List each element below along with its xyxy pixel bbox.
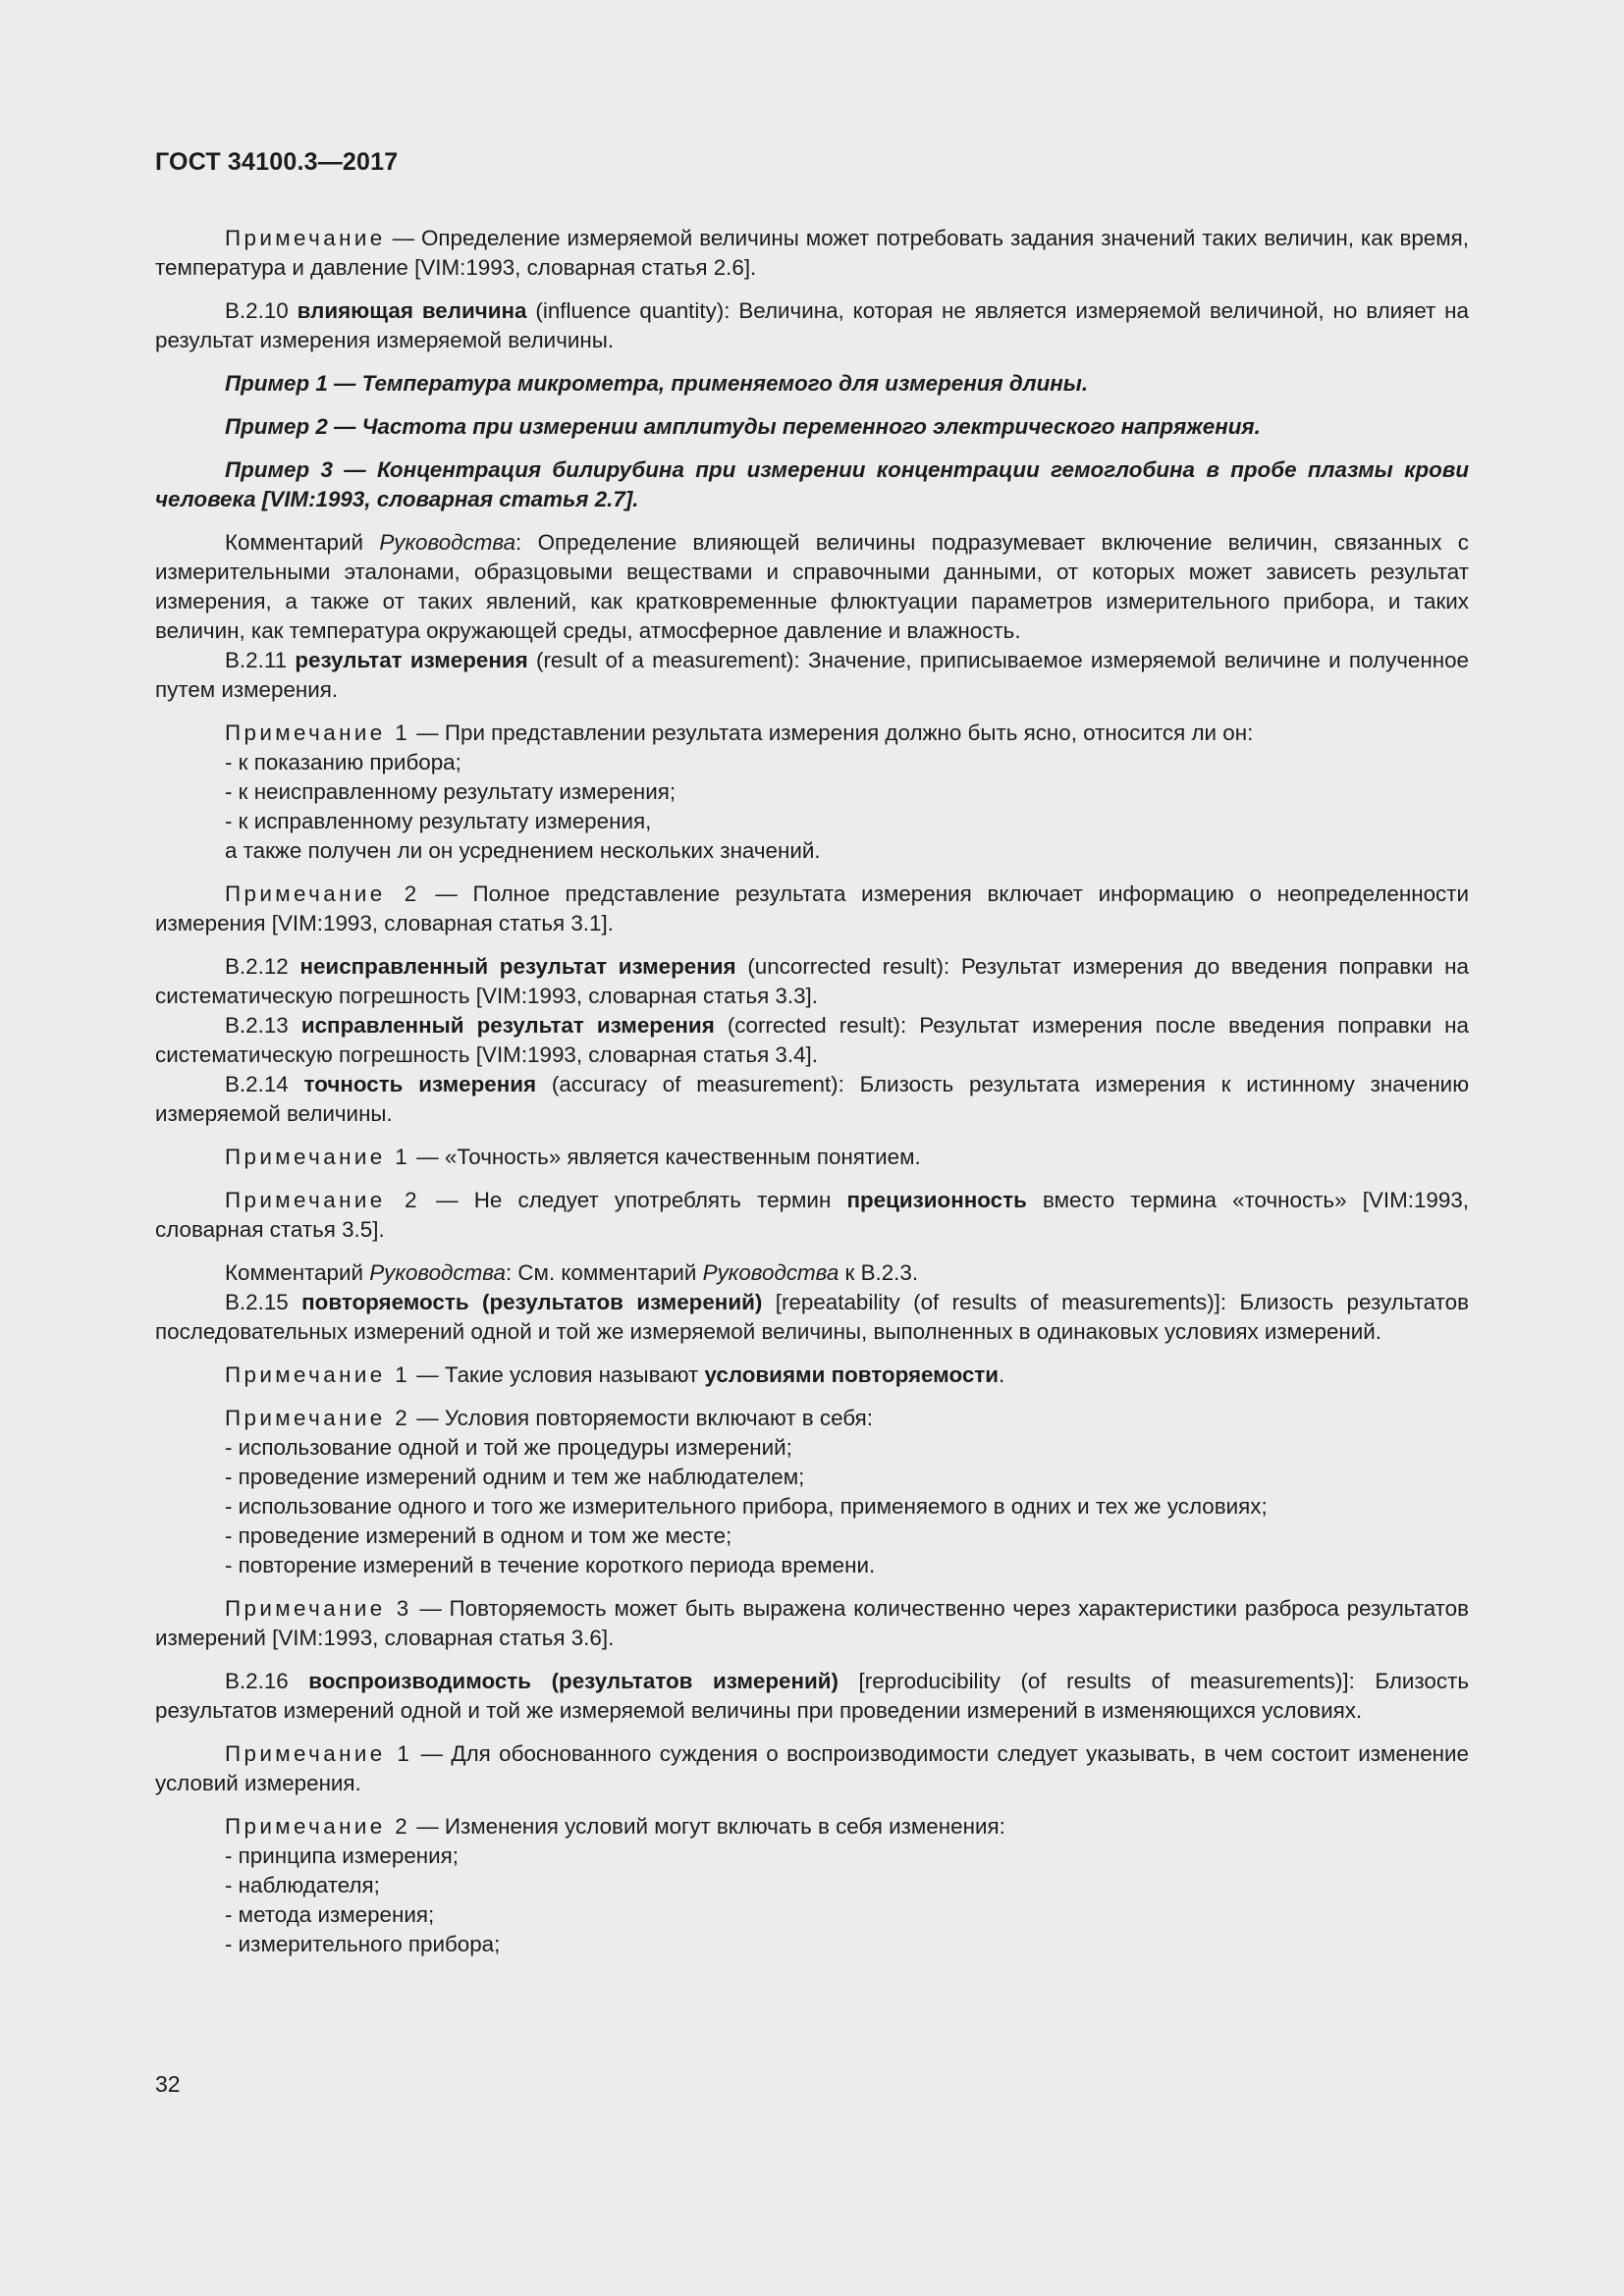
comment-prefix: Комментарий xyxy=(225,530,380,555)
note-text: — Изменения условий могут включать в себя изменения: xyxy=(410,1814,1005,1839)
note-text: — Для обоснованного суждения о воспроизводимости следует указывать, в чем состоит изменение условий измерения. xyxy=(155,1741,1469,1795)
note-paragraph xyxy=(155,224,1469,283)
list-item: - принципа измерения; xyxy=(225,1843,459,1868)
comment-text: к В.2.3. xyxy=(839,1260,919,1285)
term-definition: (uncorrected result): Результат измерения до введения поправки на систематическую погрешность [VIM:1993, словарная статья 3.3]. xyxy=(155,954,1469,1008)
note-text: . xyxy=(999,1362,1005,1387)
note-paragraph xyxy=(155,1186,1469,1245)
comment-text: : См. комментарий xyxy=(505,1260,703,1285)
list-item: - измерительного прибора; xyxy=(225,1932,501,1956)
list-item: - использование одной и той же процедуры измерений; xyxy=(225,1435,792,1460)
clause-number: В.2.14 xyxy=(225,1072,304,1096)
note-label: Примечание 2 xyxy=(225,1406,411,1430)
document-body xyxy=(155,224,1469,1959)
guide-comment xyxy=(155,528,1469,646)
note-list xyxy=(155,1433,1469,1580)
clause-number: В.2.10 xyxy=(225,298,298,323)
note-text: — Такие условия называют xyxy=(410,1362,705,1387)
term-name: неисправленный результат измерения xyxy=(299,954,736,979)
comment-text: : Определение влияющей величины подразумевает включение величин, связанных с измерительными эталонами, образцовыми веществами и справочными данными, от которых может зависеть результат измерения, а также от таких явлений, как кратковременные флюктуации параметров измерительного прибора, и таких величин, как температура окружающей среды, атмосферное давление и влажность. xyxy=(155,530,1469,643)
term-name: воспроизводимость (результатов измерений) xyxy=(308,1669,839,1693)
note-paragraph xyxy=(155,1812,1469,1842)
list-item: а также получен ли он усреднением нескольких значений. xyxy=(225,838,821,863)
note-paragraph xyxy=(155,1739,1469,1798)
term-definition: [repeatability (of results of measurements)]: Близость результатов последовательных измерений одной и той же измеряемой величины, выполненных в одинаковых условиях измерений. xyxy=(155,1290,1469,1344)
note-paragraph xyxy=(155,1361,1469,1390)
list-item: - метода измерения; xyxy=(225,1902,435,1927)
clause-number: В.2.15 xyxy=(225,1290,302,1314)
note-label: Примечание 2 xyxy=(225,1188,421,1212)
term-definition: (accuracy of measurement): Близость результата измерения к истинному значению измеряемой величины. xyxy=(155,1072,1469,1126)
note-list xyxy=(155,1842,1469,1959)
term-definition: (influence quantity): Величина, которая не является измеряемой величиной, но влияет на результат измерения измеряемой величины. xyxy=(155,298,1469,352)
note-label: Примечание 1 xyxy=(225,1362,411,1387)
term-definition: [reproducibility (of results of measurements)]: Близость результатов измерений одной и той же измеряемой величины при проведении измерений в изменяющихся условиях. xyxy=(155,1669,1469,1723)
term-definition: (corrected result): Результат измерения после введения поправки на систематическую погрешность [VIM:1993, словарная статья 3.4]. xyxy=(155,1013,1469,1067)
note-text: — Полное представление результата измерения включает информацию о неопределенности измерения [VIM:1993, словарная статья 3.1]. xyxy=(155,881,1469,935)
term-b216 xyxy=(155,1667,1469,1726)
clause-number: В.2.11 xyxy=(225,648,296,672)
term-name: результат измерения xyxy=(295,648,528,672)
list-item: - к показанию прибора; xyxy=(225,750,461,774)
term-name: повторяемость (результатов измерений) xyxy=(301,1290,763,1314)
example-2: Пример 2 — Частота при измерении амплитуды переменного электрического напряжения. xyxy=(225,414,1261,439)
note-term: прецизионность xyxy=(846,1188,1027,1212)
note-label: Примечание 2 xyxy=(225,1814,411,1839)
list-item: - проведение измерений одним и тем же наблюдателем; xyxy=(225,1465,805,1489)
term-b213 xyxy=(155,1011,1469,1070)
clause-number: В.2.13 xyxy=(225,1013,301,1038)
note-text: — При представлении результата измерения должно быть ясно, относится ли он: xyxy=(410,721,1254,745)
comment-guide: Руководства xyxy=(702,1260,839,1285)
term-b215 xyxy=(155,1288,1469,1347)
note-paragraph xyxy=(155,719,1469,748)
comment-prefix: Комментарий xyxy=(225,1260,370,1285)
note-list xyxy=(155,748,1469,866)
note-paragraph xyxy=(155,1594,1469,1653)
list-item: - к исправленному результату измерения, xyxy=(225,809,652,833)
note-text: — Условия повторяемости включают в себя: xyxy=(410,1406,873,1430)
term-name: точность измерения xyxy=(303,1072,537,1096)
note-label: Примечание 1 xyxy=(225,721,411,745)
note-label: Примечание xyxy=(225,226,386,250)
term-definition: (result of a measurement): Значение, приписываемое измеряемой величине и полученное путем измерения. xyxy=(155,648,1470,702)
note-label: Примечание 3 xyxy=(225,1596,412,1621)
example-1: Пример 1 — Температура микрометра, применяемого для измерения длины. xyxy=(225,371,1089,396)
term-b210 xyxy=(155,296,1469,355)
list-item: - к неисправленному результату измерения; xyxy=(225,779,677,804)
comment-guide: Руководства xyxy=(369,1260,506,1285)
note-text: — Не следует употреблять термин xyxy=(420,1188,847,1212)
note-text: — Повторяемость может быть выражена количественно через характеристики разброса результатов измерений [VIM:1993, словарная статья 3.6]. xyxy=(155,1596,1470,1650)
note-paragraph xyxy=(155,1404,1469,1433)
note-text: — «Точность» является качественным понятием. xyxy=(410,1145,921,1169)
note-label: Примечание 1 xyxy=(225,1145,411,1169)
term-name: исправленный результат измерения xyxy=(300,1013,715,1038)
guide-comment xyxy=(155,1258,1469,1288)
list-item: - проведение измерений в одном и том же месте; xyxy=(225,1523,732,1548)
term-b214 xyxy=(155,1070,1469,1129)
clause-number: В.2.16 xyxy=(225,1669,309,1693)
list-item: - использование одного и того же измерительного прибора, применяемого в одних и тех же условиях; xyxy=(225,1494,1268,1519)
list-item: - наблюдателя; xyxy=(225,1873,380,1897)
note-term: условиями повторяемости xyxy=(704,1362,1000,1387)
note-text: — Определение измеряемой величины может потребовать задания значений таких величин, как время, температура и давление [VIM:1993, словарная статья 2.6]. xyxy=(155,226,1469,280)
example-3: Пример 3 — Концентрация билирубина при измерении концентрации гемоглобина в пробе плазмы крови человека [VIM:1993, словарная статья 2.7]. xyxy=(155,457,1469,511)
list-item: - повторение измерений в течение короткого периода времени. xyxy=(225,1553,876,1577)
note-paragraph xyxy=(155,880,1469,938)
note-label: Примечание 1 xyxy=(225,1741,413,1766)
document-header: ГОСТ 34100.3—2017 xyxy=(155,148,399,176)
note-text: вместо термина «точность» [VIM:1993, словарная статья 3.5]. xyxy=(155,1188,1469,1242)
term-b211 xyxy=(155,646,1469,705)
note-paragraph xyxy=(155,1143,1469,1172)
clause-number: В.2.12 xyxy=(225,954,300,979)
comment-guide: Руководства xyxy=(379,530,516,555)
term-b212 xyxy=(155,952,1469,1011)
note-label: Примечание 2 xyxy=(225,881,420,906)
page-number: 32 xyxy=(155,2071,181,2097)
term-name: влияющая величина xyxy=(297,298,527,323)
